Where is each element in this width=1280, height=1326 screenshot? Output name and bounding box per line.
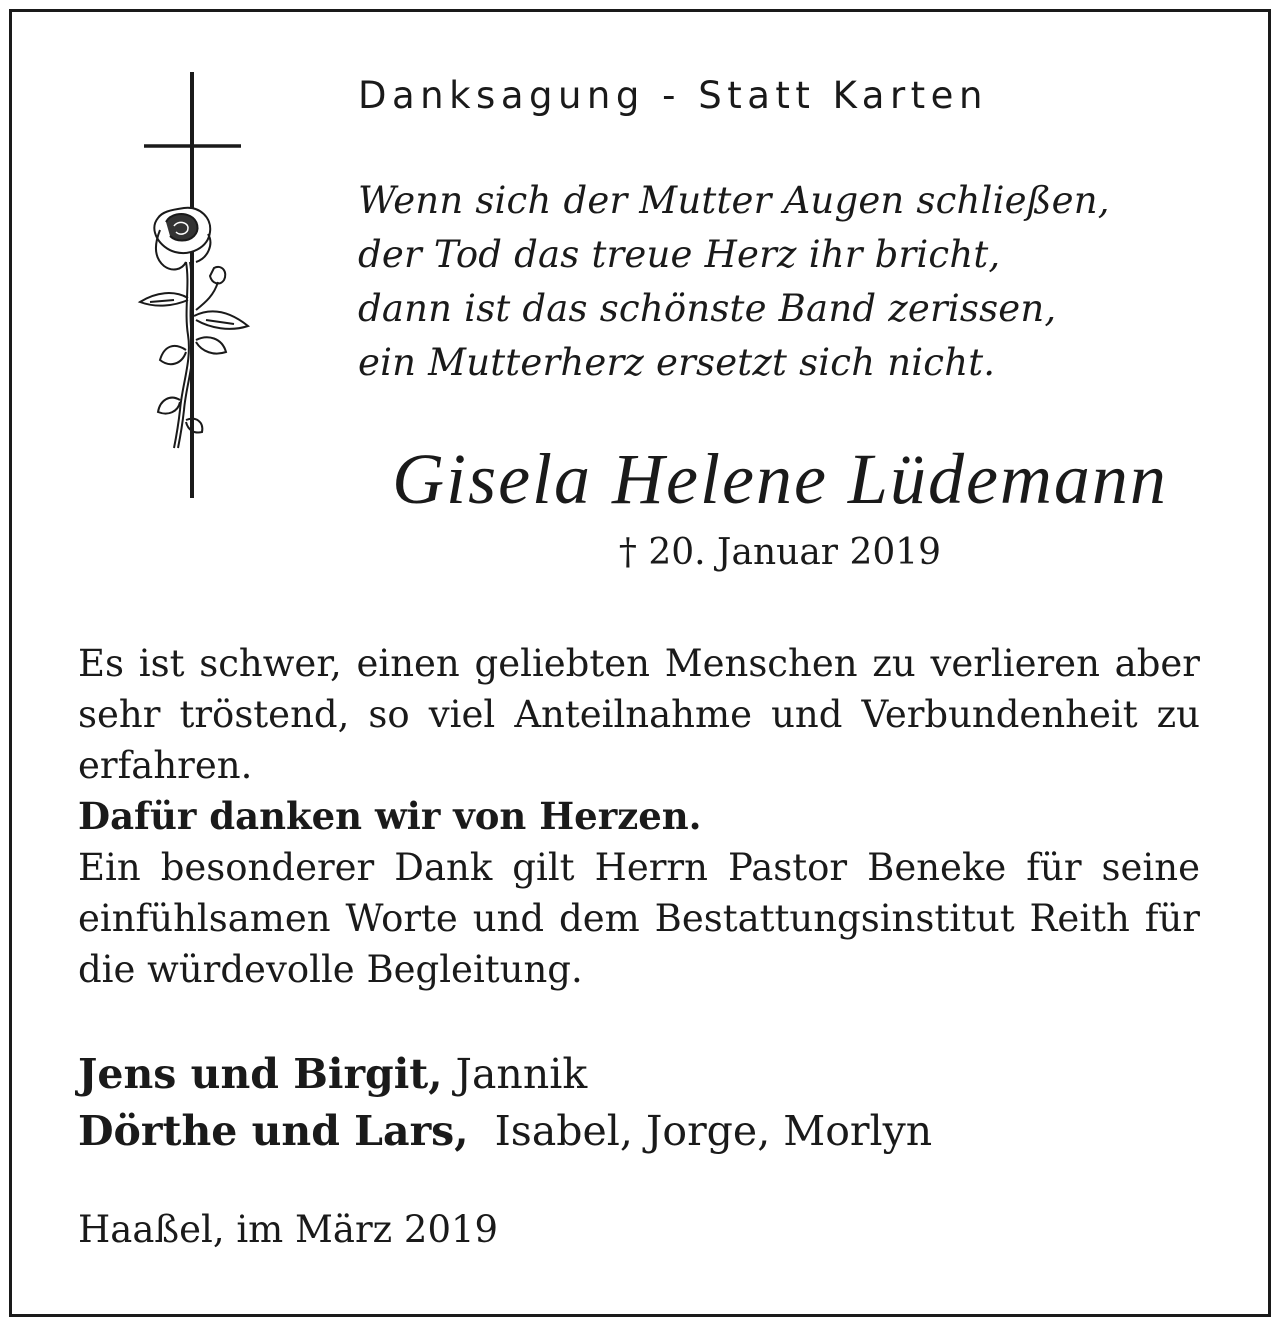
paragraph-intro: Es ist schwer, einen geliebten Menschen zu verlieren aber sehr tröstend, so viel Anteilnahme und Verbundenheit zu erfahren. — [78, 642, 1200, 787]
cross-with-rose-emblem — [130, 70, 260, 500]
poem-line: ein Mutterherz ersetzt sich nicht. — [358, 341, 996, 384]
deceased-name: Gisela Helene Lüdemann — [392, 439, 1168, 519]
signer-line — [78, 1046, 932, 1103]
thanks-line: Dafür danken wir von Herzen. — [78, 794, 702, 838]
poem-line: dann ist das schönste Band zerissen, — [358, 287, 1057, 330]
signer-names: Isabel, Jorge, Morlyn — [468, 1107, 933, 1155]
paragraph-special-thanks: Ein besonderer Dank gilt Herrn Pastor Beneke für seine einfühlsamen Worte und dem Bestattungsinstitut Reith für die würdevolle Begleitung. — [78, 846, 1200, 991]
death-date: † 20. Januar 2019 — [618, 532, 942, 573]
signer-names: Jannik — [442, 1050, 588, 1098]
signer-line — [78, 1103, 932, 1160]
signer-names-bold: Jens und Birgit, — [78, 1050, 443, 1098]
notice-header: Danksagung - Statt Karten — [358, 74, 988, 117]
thanks-text — [78, 638, 1200, 995]
signer-names-bold: Dörthe und Lars, — [78, 1107, 469, 1155]
cross-icon — [144, 72, 241, 498]
poem-line: Wenn sich der Mutter Augen schließen, — [358, 179, 1110, 222]
signers — [78, 1046, 932, 1160]
poem — [358, 174, 1110, 390]
poem-line: der Tod das treue Herz ihr bricht, — [358, 233, 1001, 276]
place-and-date: Haaßel, im März 2019 — [78, 1208, 499, 1251]
